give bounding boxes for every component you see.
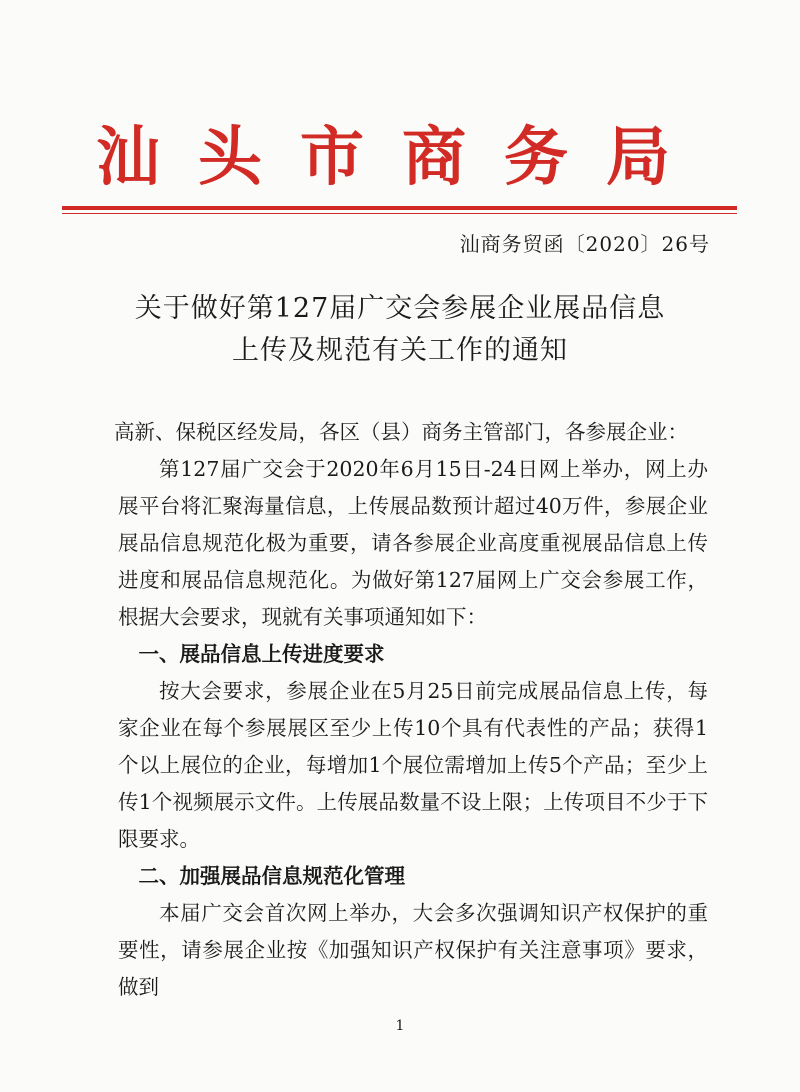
header-rule-thin [62, 213, 737, 214]
page-number: 1 [395, 1018, 405, 1034]
section-1-paragraph: 按大会要求，参展企业在5月25日前完成展品信息上传，每家企业在每个参展展区至少上传10个具有代表性的产品；获得1个以上展位的企业，每增加1个展位需增加上传5个产品；至少上传1个视频展示文件。上传展品数量不设上限；上传项目不少于下限要求。 [118, 679, 708, 851]
org-title: 汕头市商务局 [96, 120, 708, 195]
section-2-heading: 二、加强展品信息规范化管理 [138, 864, 405, 888]
section-2-paragraph: 本届广交会首次网上举办，大会多次强调知识产权保护的重要性，请参展企业按《加强知识产权保护有关注意事项》要求，做到 [118, 901, 708, 999]
document-title [80, 288, 720, 372]
document-number: 汕商务贸函〔2020〕26号 [459, 232, 710, 256]
document-title-line-1: 关于做好第127届广交会参展企业展品信息 [134, 293, 666, 324]
intro-paragraph: 第127届广交会于2020年6月15日-24日网上举办，网上办展平台将汇聚海量信息，上传展品数预计超过40万件，参展企业展品信息规范化极为重要，请各参展企业高度重视展品信息上传进度和展品信息规范化。为做好第127届网上广交会参展工作，根据大会要求，现就有关事项通知如下： [118, 457, 708, 629]
document-title-line-2: 上传及规范有关工作的通知 [232, 335, 568, 366]
salutation: 高新、保税区经发局，各区（县）商务主管部门，各参展企业： [114, 420, 688, 444]
document-body [114, 414, 708, 1006]
section-1-heading: 一、展品信息上传进度要求 [138, 642, 385, 666]
header-rule-thick [62, 206, 737, 210]
